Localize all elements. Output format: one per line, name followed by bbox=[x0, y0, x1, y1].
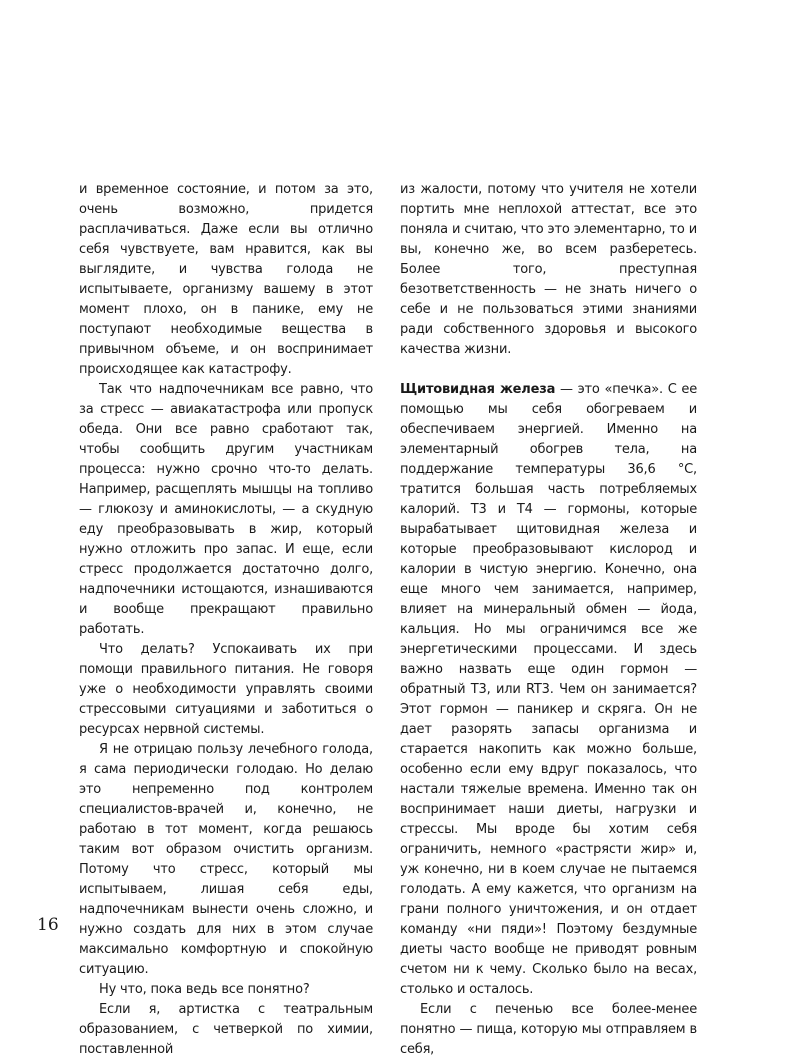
paragraph: Я не отрицаю пользу лечебного голода, я сама периодически голодаю. Но делаю это непременно под контролем специалистов-врачей и, конечно, не работаю в тот момент, когда решаюсь таким вот образом очистить организм. Потому что стресс, который мы испытываем, лишая себя еды, надпочечникам вынести очень сложно, и нужно создать для них в этом случае максимально комфортную и спокойную ситуацию. bbox=[79, 742, 373, 977]
thyroid-paragraph bbox=[400, 380, 697, 1000]
thyroid-term: Щитовидная железа bbox=[400, 382, 556, 397]
page-number: 16 bbox=[37, 915, 59, 935]
paragraph: из жалости, потому что учителя не хотели портить мне неплохой аттестат, все это поняла и считаю, что это элементарно, то и вы, конечно же, во всем разберетесь. Более того, преступная безответственность — не знать ничего о себе и не пользоваться этими знаниями ради собственного здоровья и высокого качества жизни. bbox=[400, 182, 697, 357]
right-text-column bbox=[400, 180, 697, 1060]
paragraph: Что делать? Успокаивать их при помощи правильного питания. Не говоря уже о необходимости управлять своими стрессовыми ситуациями и заботиться о ресурсах нервной системы. bbox=[79, 642, 373, 737]
paragraph: и временное состояние, и потом за это, очень возможно, придется расплачиваться. Даже если вы отлично себя чувствуете, вам нравится, как вы выглядите, и чувства голода не испытываете, организму вашему в этот момент плохо, он в панике, ему не поступают необходимые вещества в привычном объеме, и он воспринимает происходящее как катастрофу. bbox=[79, 182, 373, 377]
paragraph: Ну что, пока ведь все понятно? bbox=[99, 982, 310, 997]
paragraph: Если я, артистка с театральным образованием, с четверкой по химии, поставленной bbox=[79, 1002, 373, 1057]
left-text-column bbox=[79, 180, 373, 1060]
paragraph: Так что надпочечникам все равно, что за стресс — авиакатастрофа или пропуск обеда. Они все равно сработают так, чтобы сообщить другим участникам процесса: нужно срочно что-то делать. Например, расщеплять мышцы на топливо — глюкозу и аминокислоты, — а скудную еду преобразовывать в жир, который нужно отложить про запас. И еще, если стресс продолжается достаточно долго, надпочечники истощаются, изнашиваются и вообще прекращают правильно работать. bbox=[79, 382, 373, 637]
paragraph: Если с печенью все более-менее понятно — пища, которую мы отправляем в себя, bbox=[400, 1002, 697, 1057]
thyroid-text: — это «печка». С ее помощью мы себя обогреваем и обеспечиваем энергией. Именно на элементарный обогрев тела, на поддержание температуры 36,6 °С, тратится большая часть потребляемых калорий. Т3 и Т4 — гормоны, которые вырабатывает щитовидная железа и которые преобразовывают кислород и калории в чистую энергию. Конечно, она еще много чем занимается, например, влияет на минеральный обмен — йода, кальция. Но мы ограничимся все же энергетическими процессами. И здесь важно назвать еще один гормон — обратный Т3, или RT3. Чем он занимается? Этот гормон — паникер и скряга. Он не дает разорять запасы организма и старается накопить как можно больше, особенно если ему вдруг показалось, что настали тяжелые времена. Именно так он воспринимает наши диеты, нагрузки и стрессы. Мы вроде бы хотим себя ограничить, немного «растрясти жир» и, уж конечно, ни в коем случае не пытаемся голодать. А ему кажется, что организм на грани полного уничтожения, и он отдает команду «ни пяди»! Поэтому бездумные диеты часто вообще не приводят ровным счетом ни к чему. Сколько было на весах, столько и осталось. bbox=[400, 382, 697, 997]
